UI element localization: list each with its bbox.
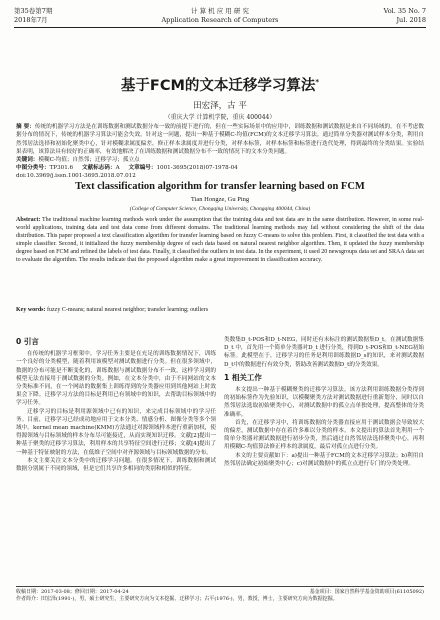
author-bio: 作者简介：田宏泽(1991-)，男，硕士研究生，主要研究方向为文本挖掘、迁移学习；古平(1976-)，男，教授，博士，主要研究方向为数据挖掘。 bbox=[16, 596, 338, 602]
title-footnote-mark: * bbox=[315, 78, 320, 87]
date-zh: 2018年7月 bbox=[14, 16, 48, 24]
body-column-left bbox=[16, 336, 216, 473]
fund-info: 基金项目：国家自然科学基金资助项目(61105092) bbox=[309, 589, 424, 595]
footnote bbox=[16, 586, 424, 603]
header-rule bbox=[14, 27, 426, 28]
header-right bbox=[384, 7, 426, 25]
journal-zh: 计 算 机 应 用 研 究 bbox=[191, 7, 249, 15]
paragraph: 迁移学习的目标是利用源领域中已有的知识，来完成目标领域中的学习任务。目前，迁移学习已经成功地应用于文本分类、情感分析、图像分类等多个领域中。kernel mean machine(KMM)方法通过对源领域样本进行重新加权，使得源领域与目标领域的样本分布尽可能接近，从而实现知识迁移。文献[2]提出一种基于聚类的迁移学习算法，利用样本的共享特征空间进行迁移；文献[4]提出了一种基于特征映射的方法，在低维子空间中对齐源领域与目标领域数据的分布。 bbox=[16, 408, 216, 456]
abstract-zh-label: 摘 要： bbox=[16, 124, 35, 130]
received-date: 收稿日期：2017-03-08；修回日期：2017-04-24 bbox=[16, 589, 129, 595]
keywords-en bbox=[16, 306, 424, 314]
clc-number: TP301.6 bbox=[49, 165, 74, 171]
paragraph: 在传统的机器学习框架中，学习任务主要是在充足的训练数据情况下，训练一个良好的分类模型，随着利用该模型对测试数据进行分类。但在很多领域中，数据的分布可能是不断变化的，训练数据与测试数据分布不一致，这样学习到的模型无法直接用于测试数据的分类。例如，在文本分类中，由于不同网站的文本分类标准不同，在一个网站的数据集上训练得到的分类器应用到其他网站上时效果会下降。迁移学习方法的目标是利用已有领域中的知识，去帮助目标领域中的学习任务。 bbox=[16, 351, 216, 407]
abstract-en-label: Abstract: bbox=[16, 217, 41, 223]
paragraph: 本文的主要贡献如下：a)提出一种基于FCM的文本迁移学习算法；b)利用自然邻居法确定初始聚类中心；c)对测试数据中的孤立点进行专门的分类处理。 bbox=[224, 452, 424, 467]
date-en: Jul. 2018 bbox=[396, 16, 426, 24]
abstract-en bbox=[16, 216, 424, 265]
affiliation-zh: （重庆大学 计算机学院，重庆 400044） bbox=[164, 114, 276, 121]
paragraph: 本文主要关注文本分类中的迁移学习问题。在很多情况下，训练数据和测试数据分别属于不同的领域，但是它们共享许多相同的类别和相似的特征。 bbox=[16, 457, 216, 473]
clc-label: 中图分类号： bbox=[16, 165, 50, 171]
article-no-label: 文章编号： bbox=[128, 165, 157, 171]
paragraph: 本文提出一种基于模糊聚类的迁移学习算法。该方法利用训练数据分类得到的初始标签作为先验知识，以模糊聚类方法对测试数据进行重新划分，同时以自然邻居法选取初始聚类中心，对测试数据中的孤立点单独处理，提高整体的分类准确率。 bbox=[224, 387, 424, 418]
footnote-dates bbox=[16, 589, 424, 596]
paragraph: 首先，在迁移学习中，将训练数据的分类器直接应用于测试数据会导致较大的偏差，测试数据中存在着许多难以分类的样本。本文提出的算法首先利用一个简单分类器对测试数据进行初步分类，然后通过自然邻居法选择聚类中心，再利用模糊C-均值算法修正样本的隶属度，最后对孤立点进行分类。 bbox=[224, 419, 424, 451]
journal-en: Application Research of Computers bbox=[161, 16, 279, 24]
keywords-zh-text: 模糊C-均值；自然邻；迁移学习；孤立点 bbox=[38, 157, 140, 163]
header-center bbox=[14, 7, 426, 25]
paper-title-zh: 基于FCM的文本迁移学习算法* bbox=[120, 78, 320, 94]
authors-en: Tian Hongze, Gu Ping bbox=[190, 196, 250, 203]
abstract-zh-text: 传统的机器学习方法是在训练数据和测试数据分布一致的前提下进行的，但在一些实际场景中的应用中，训练数据和测试数据是来自不同场域的。在不考虑数据分布的情况下，传统的机器学习算法可能会失效。针对这一问题，提出一种基于模糊C-均值(FCM)的文本迁移学习算法。通过简单分类器对测试样本分类，利用自然邻居法选择和初始化聚类中心，针对模糊隶属度偏差，修正样本隶属度并进行分类，对样本标签，对样本标签和标签进行迭代处理，得到最终的分类结果。实验结果表明，该算法具有较好的正确率，有效地解决了在训练数据和测试数据分布不一致的情况下的文本分类问题。 bbox=[16, 124, 424, 155]
paper-title-en: Text classification algorithm for transfer learning based on FCM bbox=[75, 181, 365, 192]
keywords-en-label: Key words: bbox=[16, 307, 46, 313]
article-number: 1001-3695(2018)07-1978-04 bbox=[156, 165, 238, 171]
keywords-zh-label: 关键词： bbox=[16, 157, 39, 163]
volume-en: Vol. 35 No. 7 bbox=[383, 7, 426, 15]
section-heading-related-work: 1 相关工作 bbox=[224, 372, 262, 382]
doc-code: A bbox=[115, 165, 120, 171]
body-column-right bbox=[224, 336, 424, 468]
authors-zh: 田宏泽，古 平 bbox=[193, 101, 247, 111]
abstract-zh bbox=[16, 123, 424, 156]
volume-zh: 第35卷第7期 bbox=[14, 7, 53, 15]
doi: doi:10.3969/j.issn.1001-3695.2018.07.012 bbox=[16, 173, 136, 179]
doc-code-label: 文献标志码： bbox=[81, 165, 116, 171]
keywords-en-text: fuzzy C-means; natural nearest neighbor; transfer learning; outliers bbox=[47, 307, 209, 313]
running-header bbox=[14, 6, 426, 28]
affiliation-en: (College of Computer Science, Chongqing University, Chongqing 400044, China) bbox=[129, 206, 311, 212]
section-heading-intro: 0 引言 bbox=[16, 337, 39, 346]
paragraph: 类数集D_t-POS和D_t-NEG，同时还有未标注的测试数据集D_t。在测试数据集D_t 中，首先用一个简单分类器对D_t 进行分类，得到D_t-POS和D_t-NEG初始标签。此模型在于，迁移学习的任务是利用训练数据D_s的知识，来对测试数据D_t中的数据进行有效分类，帮助改善测试数据D_t的分类效果。 bbox=[224, 337, 424, 368]
abstract-en-text: The traditional machine learning methods work under the assumption that the training data and test data are in the same distribution. However, in some real-world applications, training data and test data come from different domains. The traditional learning methods may fail without considering the shift of the data distribution. This paper proposed a text classification algorithm for transfer learning based on fuzzy C-means to solve this problem. First, it classified the test data with a simple classifier. Second, it initialized the fuzzy membership degree of each data based on natural nearest neighbor algorithm. Then, it updated the fuzzy membership degree based on FCM and refined the labels of test data. Finally, it classified the outliers in test data. In the experiment, it used 20 newsgroups data set and SRAA data set to evaluate the algorithm. The results indicate that the proposed algorithm make a great improvement in classification accuracy. bbox=[16, 217, 425, 264]
